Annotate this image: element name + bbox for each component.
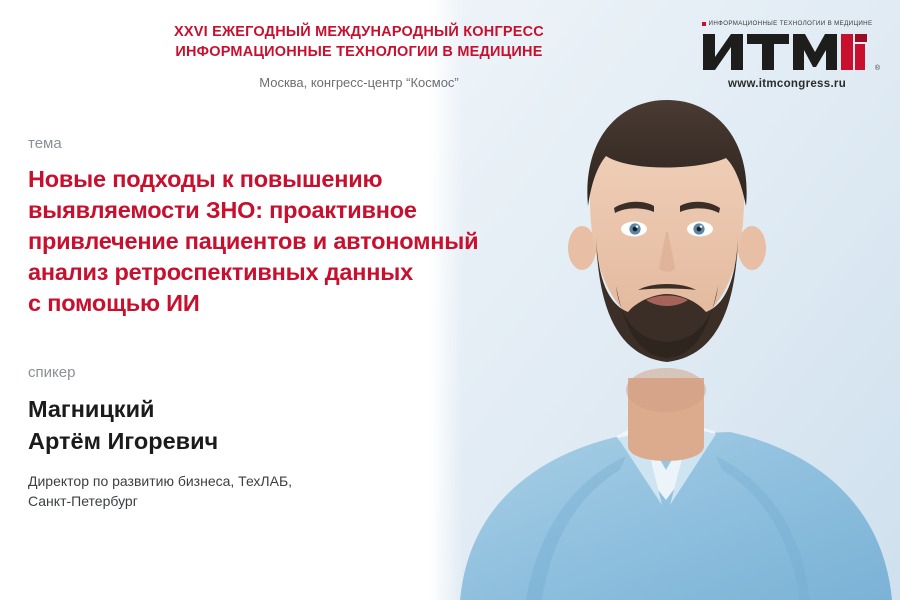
speaker-role-line: Директор по развитию бизнеса, ТехЛАБ,	[28, 473, 293, 489]
congress-titles	[0, 22, 718, 92]
speaker-role	[28, 471, 588, 511]
logo-tagline-row	[692, 20, 882, 27]
speaker-kicker: спикер	[28, 364, 76, 381]
topic-title-line: с помощью ИИ	[28, 290, 200, 316]
speaker-block	[28, 363, 588, 511]
speaker-firstname: Артём Игоревич	[28, 428, 219, 454]
topic-title	[28, 164, 588, 319]
congress-title-line1: XXVI ЕЖЕГОДНЫЙ МЕЖДУНАРОДНЫЙ КОНГРЕСС	[174, 24, 544, 40]
speaker-role-line: Санкт-Петербург	[28, 493, 138, 509]
congress-title-line2: ИНФОРМАЦИОННЫЕ ТЕХНОЛОГИИ В МЕДИЦИНЕ	[175, 44, 543, 60]
slide-content	[28, 134, 588, 511]
speaker-name	[28, 393, 588, 457]
speaker-surname: Магницкий	[28, 396, 155, 422]
registered-mark: ®	[874, 65, 880, 72]
topic-title-line: выявляемости ЗНО: проактивное	[28, 197, 417, 223]
topic-title-line: анализ ретроспективных данных	[28, 259, 414, 285]
slide-header	[0, 0, 900, 108]
topic-title-line: привлечение пациентов и автономный	[28, 228, 479, 254]
itm-logo[interactable]	[692, 20, 882, 90]
topic-kicker: тема	[28, 135, 62, 152]
congress-venue: Москва, конгресс-центр “Космос”	[259, 75, 459, 90]
square-bullet-icon	[702, 22, 706, 26]
topic-title-line: Новые подходы к повышению	[28, 166, 383, 192]
logo-tagline-text: ИНФОРМАЦИОННЫЕ ТЕХНОЛОГИИ В МЕДИЦИНЕ	[708, 20, 873, 27]
congress-url[interactable]: www.itmcongress.ru	[727, 78, 847, 90]
itm-wordmark-icon	[692, 30, 882, 74]
